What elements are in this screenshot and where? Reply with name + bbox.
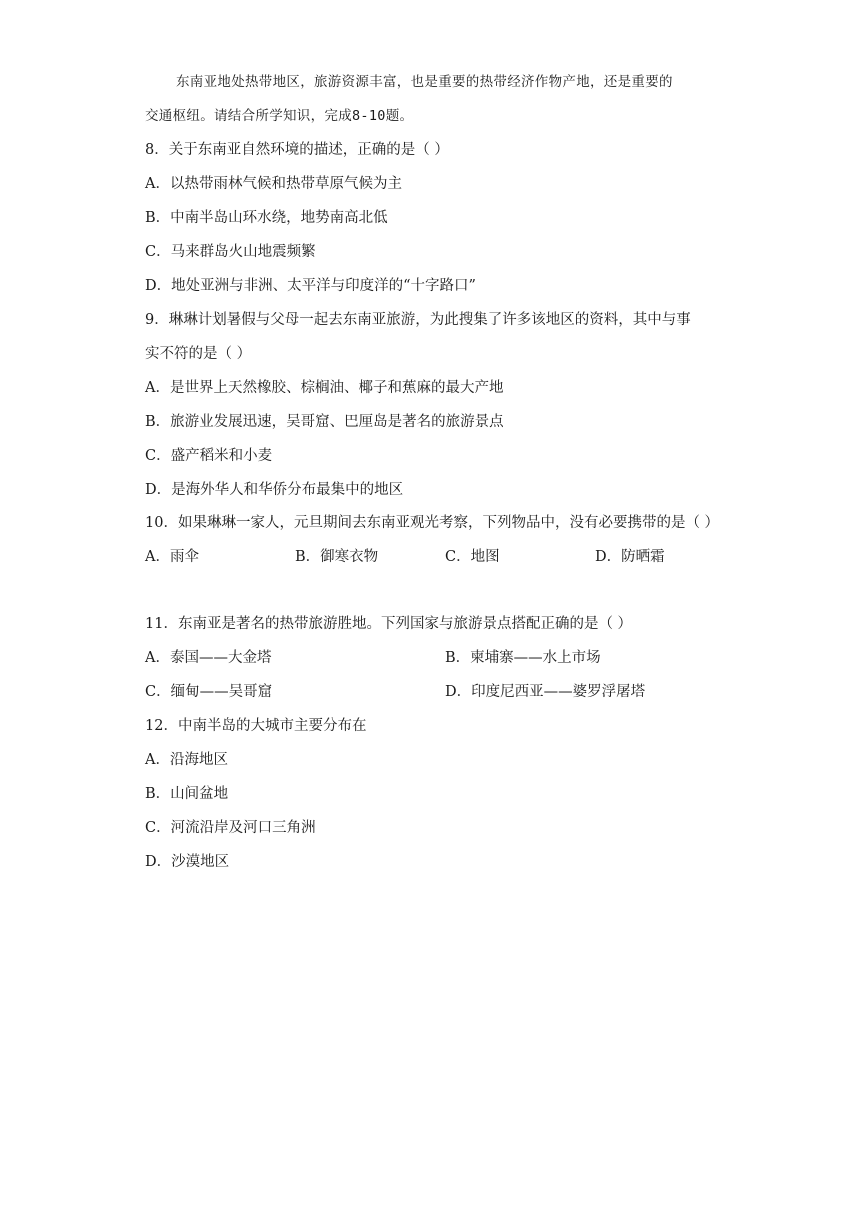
question-12-option-d: D．沙漠地区 — [145, 854, 230, 870]
question-11-option-c: C．缅甸——吴哥窟 — [145, 684, 273, 700]
question-8-option-b: B．中南半岛山环水绕，地势南高北低 — [145, 210, 388, 226]
question-12-option-a: A．沿海地区 — [145, 752, 228, 768]
question-10-option-a: A．雨伞 — [145, 549, 199, 565]
question-12-option-b: B．山间盆地 — [145, 786, 229, 802]
question-11-option-d: D．印度尼西亚——婆罗浮屠塔 — [445, 684, 646, 700]
intro-line-1: 东南亚地处热带地区，旅游资源丰富，也是重要的热带经济作物产地，还是重要的 — [176, 74, 673, 90]
question-8-option-d: D．地处亚洲与非洲、太平洋与印度洋的“十字路口” — [145, 278, 476, 294]
question-9-option-d: D．是海外华人和华侨分布最集中的地区 — [145, 482, 404, 498]
question-11-option-a: A．泰国——大金塔 — [145, 650, 272, 666]
question-8-option-a: A．以热带雨林气候和热带草原气候为主 — [145, 176, 402, 192]
question-11-stem: 11．东南亚是著名的热带旅游胜地。下列国家与旅游景点搭配正确的是（ ） — [145, 616, 633, 632]
question-10-option-b: B．御寒衣物 — [295, 549, 379, 565]
question-11-option-b: B．柬埔寨——水上市场 — [445, 650, 601, 666]
question-10-stem: 10．如果琳琳一家人，元旦期间去东南亚观光考察，下列物品中，没有必要携带的是（ ） — [145, 515, 720, 531]
question-9-stem-line-1: 9．琳琳计划暑假与父母一起去东南亚旅游，为此搜集了许多该地区的资料，其中与事 — [145, 312, 691, 328]
question-8-option-c: C．马来群岛火山地震频繁 — [145, 244, 316, 260]
question-10-option-c: C．地图 — [445, 549, 500, 565]
question-12-option-c: C．河流沿岸及河口三角洲 — [145, 820, 316, 836]
question-9-stem-line-2: 实不符的是（ ） — [145, 346, 252, 362]
question-9-option-a: A．是世界上天然橡胶、棕榈油、椰子和蕉麻的最大产地 — [145, 380, 504, 396]
question-9-option-c: C．盛产稻米和小麦 — [145, 448, 273, 464]
intro-line-2: 交通枢纽。请结合所学知识，完成8-10题。 — [145, 108, 414, 124]
question-9-option-b: B．旅游业发展迅速，吴哥窟、巴厘岛是著名的旅游景点 — [145, 414, 504, 430]
question-12-stem: 12．中南半岛的大城市主要分布在 — [145, 718, 367, 734]
question-8-stem: 8．关于东南亚自然环境的描述，正确的是（ ） — [145, 142, 449, 158]
question-10-option-d: D．防晒霜 — [595, 549, 665, 565]
